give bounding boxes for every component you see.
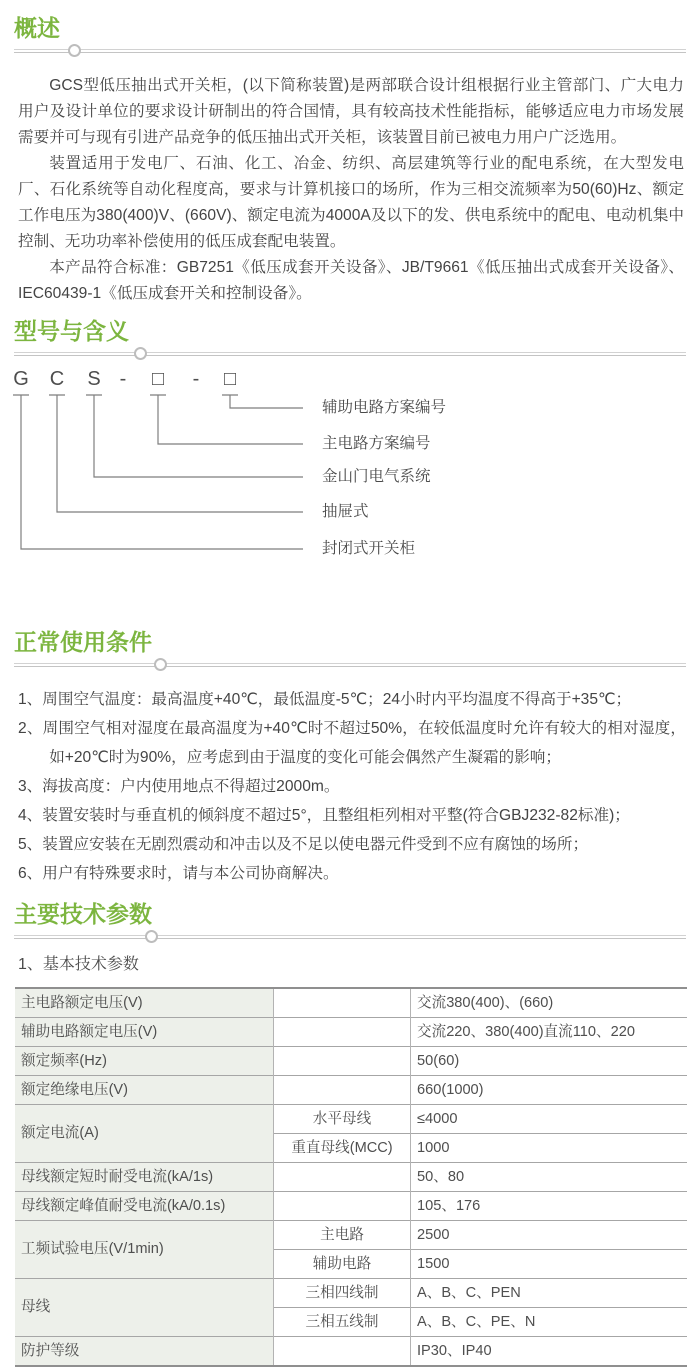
param-value-cell: 交流220、380(400)直流110、220 (411, 1018, 688, 1047)
param-label-cell: 母线额定峰值耐受电流(kA/0.1s) (15, 1192, 274, 1221)
param-sub-cell: 三相五线制 (274, 1308, 411, 1337)
diagram-label-drawer-type: 抽屉式 (322, 503, 369, 520)
param-sub-cell: 辅助电路 (274, 1250, 411, 1279)
rule-knob-icon (154, 658, 167, 671)
section-model-header (0, 317, 700, 356)
condition-item: 2、周围空气相对湿度在最高温度为+40℃时不超过50%，在较低温度时允许有较大的相对湿度，如+20℃时为90%，应考虑到由于温度的变化可能会偶然产生凝霜的影响； (18, 720, 686, 766)
param-value-cell: A、B、C、PE、N (411, 1308, 688, 1337)
param-value-cell: 660(1000) (411, 1076, 688, 1105)
model-title: 型号与含义 (14, 318, 129, 344)
model-code-box: □ (223, 368, 237, 390)
heading-rule (14, 49, 686, 53)
diagram-label-aux-circuit: 辅助电路方案编号 (322, 399, 447, 416)
param-label-cell: 母线 (15, 1279, 274, 1337)
param-sub-cell (274, 1076, 411, 1105)
param-value-cell: 105、176 (411, 1192, 688, 1221)
heading-rule (14, 663, 686, 667)
rule-knob-icon (145, 930, 158, 943)
conditions-title: 正常使用条件 (14, 629, 152, 655)
heading-rule (14, 935, 686, 939)
section-overview-header (0, 14, 700, 53)
param-sub-cell: 主电路 (274, 1221, 411, 1250)
param-sub-cell: 重直母线(MCC) (274, 1134, 411, 1163)
condition-item: 3、海拔高度：户内使用地点不得超过2000m。 (18, 778, 340, 795)
param-value-cell: 交流380(400)、(660) (411, 988, 688, 1018)
param-value-cell: IP30、IP40 (411, 1337, 688, 1367)
param-value-cell: 50(60) (411, 1047, 688, 1076)
param-value-cell: 2500 (411, 1221, 688, 1250)
condition-item: 1、周围空气温度：最高温度+40℃，最低温度-5℃；24小时内平均温度不得高于+35℃； (18, 691, 632, 708)
heading-rule (14, 352, 686, 356)
condition-item: 6、用户有特殊要求时，请与本公司协商解决。 (18, 865, 339, 882)
overview-title: 概述 (14, 15, 60, 41)
table-row (15, 1279, 687, 1308)
param-value-cell: ≤4000 (411, 1105, 688, 1134)
param-label-cell: 额定频率(Hz) (15, 1047, 274, 1076)
param-value-cell: A、B、C、PEN (411, 1279, 688, 1308)
overview-paragraph: 本产品符合标准：GB7251《低压成套开关设备》、JB/T9661《低压抽出式成套开关设备》、IEC60439-1《低压成套开关和控制设备》。 (18, 259, 684, 302)
overview-body (18, 73, 684, 307)
param-sub-cell (274, 1047, 411, 1076)
rule-knob-icon (68, 44, 81, 57)
overview-paragraph: GCS型低压抽出式开关柜，(以下简称装置)是两部联合设计组根据行业主管部门、广大电力用户及设计单位的要求设计研制出的符合国情，具有较高技术性能指标，能够适应电力市场发展需要并可与现有引进产品竞争的低压抽出式开关柜，该装置目前已被电力用户广泛选用。 (18, 77, 684, 146)
param-sub-cell (274, 1192, 411, 1221)
model-code-letter: G (13, 368, 29, 390)
parameters-subtitle: 1、基本技术参数 (18, 956, 139, 973)
param-label-cell: 母线额定短时耐受电流(kA/1s) (15, 1163, 274, 1192)
param-sub-cell (274, 1163, 411, 1192)
model-code-dash: - (192, 368, 200, 390)
basic-parameters-table (15, 987, 687, 1367)
condition-item: 4、装置安装时与垂直机的倾斜度不超过5°，且整组柜列相对平整(符合GBJ232-82标准)； (18, 807, 630, 824)
table-row (15, 1163, 687, 1192)
table-row (15, 1337, 687, 1367)
section-conditions-header (0, 628, 700, 667)
diagram-label-main-circuit: 主电路方案编号 (322, 435, 431, 452)
param-sub-cell (274, 1337, 411, 1367)
section-parameters-header (0, 900, 700, 939)
model-designation-diagram (0, 368, 700, 614)
model-code-box: □ (151, 368, 165, 390)
param-label-cell: 额定绝缘电压(V) (15, 1076, 274, 1105)
diagram-label-enclosed: 封闭式开关柜 (322, 540, 416, 557)
param-label-cell: 主电路额定电压(V) (15, 988, 274, 1018)
param-sub-cell: 三相四线制 (274, 1279, 411, 1308)
model-code-letter: C (49, 368, 65, 390)
table-row (15, 1047, 687, 1076)
param-value-cell: 1000 (411, 1134, 688, 1163)
param-value-cell: 1500 (411, 1250, 688, 1279)
overview-paragraph: 装置适用于发电厂、石油、化工、冶金、纺织、高层建筑等行业的配电系统，在大型发电厂、石化系统等自动化程度高，要求与计算机接口的场所，作为三相交流频率为50(60)Hz、额定工作电压为380(400)V、(660V)、额定电流为4000A及以下的发、供电系统中的配电、电动机集中控制、无功功率补偿使用的低压成套配电装置。 (18, 155, 684, 250)
condition-item: 5、装置应安装在无剧烈震动和冲击以及不足以使电器元件受到不应有腐蚀的场所； (18, 836, 589, 853)
param-sub-cell (274, 1018, 411, 1047)
model-code-letter: S (87, 368, 101, 390)
table-row (15, 1076, 687, 1105)
table-row (15, 1105, 687, 1134)
parameters-title: 主要技术参数 (14, 901, 152, 927)
param-label-cell: 辅助电路额定电压(V) (15, 1018, 274, 1047)
param-label-cell: 额定电流(A) (15, 1105, 274, 1163)
model-code-dash: - (119, 368, 127, 390)
table-row (15, 1221, 687, 1250)
param-sub-cell (274, 988, 411, 1018)
table-row (15, 1192, 687, 1221)
param-label-cell: 工频试验电压(V/1min) (15, 1221, 274, 1279)
param-value-cell: 50、80 (411, 1163, 688, 1192)
param-label-cell: 防护等级 (15, 1337, 274, 1367)
diagram-label-system: 金山门电气系统 (322, 468, 431, 485)
table-row (15, 988, 687, 1018)
conditions-list (18, 685, 686, 888)
table-row (15, 1018, 687, 1047)
rule-knob-icon (134, 347, 147, 360)
param-sub-cell: 水平母线 (274, 1105, 411, 1134)
